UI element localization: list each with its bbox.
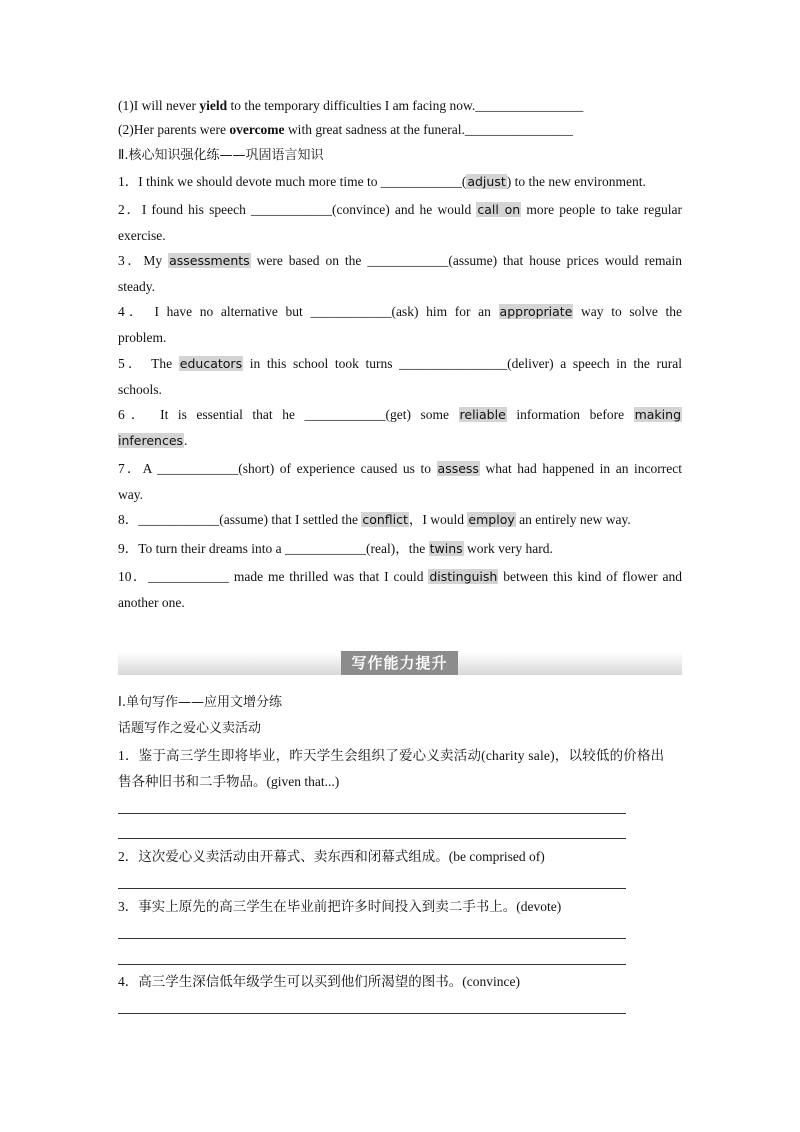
highlight-twins: twins	[429, 541, 463, 556]
phrase-2-rest: with great sadness at the funeral.________________	[284, 122, 573, 137]
highlight-reliable: reliable	[459, 407, 506, 422]
highlight-assessments: assessments	[169, 253, 250, 268]
question-4-cont: problem.	[118, 330, 167, 345]
section-2-heading: Ⅱ.核心知识强化练——巩固语言知识	[118, 148, 324, 163]
phrase-1-rest: to the temporary difficulties I am facing now.________________	[227, 98, 584, 113]
answer-line[interactable]	[118, 964, 626, 965]
q1-rest: ) to the new environment.	[506, 174, 646, 189]
q4-text: 4． I have no alternative but ____________(ask) him for an	[118, 304, 499, 319]
q4-rest: way to solve the	[573, 304, 682, 319]
q9-rest: work very hard.	[463, 541, 553, 556]
question-2-cont: exercise.	[118, 228, 166, 243]
answer-line[interactable]	[118, 838, 626, 839]
question-4	[118, 303, 682, 321]
question-3-cont: steady.	[118, 279, 155, 294]
question-5-cont: schools.	[118, 382, 162, 397]
q6-rest: information before	[506, 407, 634, 422]
q9-text: 9．To turn their dreams into a ____________(real)，the	[118, 541, 429, 556]
q7-text: 7．A ____________(short) of experience caused us to	[118, 461, 437, 476]
keyword-yield: yield	[199, 98, 228, 113]
highlight-educators: educators	[179, 356, 243, 371]
q1-text: 1．I think we should devote much more time to ____________(	[118, 174, 467, 189]
phrase-1-text: (1)I will never	[118, 98, 200, 113]
highlight-making: making	[634, 407, 681, 422]
q7-rest: what had happened in an incorrect	[479, 461, 683, 476]
q2-rest: more people to take regular	[521, 202, 683, 217]
writing-3: 3．事实上原先的高三学生在毕业前把许多时间投入到卖二手书上。(devote)	[118, 899, 562, 914]
question-10-cont: another one.	[118, 595, 185, 610]
writing-topic: 话题写作之爱心义卖活动	[118, 721, 262, 736]
q6-text: 6． It is essential that he ____________(get) some	[118, 407, 459, 422]
question-10	[118, 568, 682, 586]
highlight-adjust: adjust	[467, 174, 506, 189]
q3-rest: were based on the ____________(assume) that house prices would remain	[250, 253, 682, 268]
answer-line[interactable]	[118, 938, 626, 939]
question-5	[118, 355, 682, 373]
highlight-inferences: inferences	[118, 433, 184, 448]
highlight-assess: assess	[437, 461, 479, 476]
writing-2: 2．这次爱心义卖活动由开幕式、卖东西和闭幕式组成。(be comprised of)	[118, 849, 545, 864]
q3-text: 3．My	[118, 253, 169, 268]
phrase-2-text: (2)Her parents were	[118, 122, 230, 137]
answer-line[interactable]	[118, 888, 626, 889]
question-9	[118, 540, 553, 558]
question-3	[118, 252, 682, 270]
q10-text: 10．____________ made me thrilled was that I could	[118, 569, 429, 584]
writing-heading: Ⅰ.单句写作——应用文增分练	[118, 695, 282, 710]
question-6	[118, 406, 682, 424]
question-8	[118, 511, 631, 529]
q8-rest: an entirely new way.	[515, 512, 631, 527]
answer-line[interactable]	[118, 813, 626, 814]
q10-rest: between this kind of flower and	[498, 569, 682, 584]
highlight-distinguish: distinguish	[429, 569, 498, 584]
question-7	[118, 460, 682, 478]
writing-1-line-1: 1．鉴于高三学生即将毕业，昨天学生会组织了爱心义卖活动(charity sale)，以较低的价格出	[118, 748, 665, 763]
q8-text: 8．____________(assume) that I settled the	[118, 512, 362, 527]
question-2	[118, 201, 682, 219]
highlight-appropriate: appropriate	[499, 304, 573, 319]
highlight-call-on: call on	[477, 202, 521, 217]
q5-rest: in this school took turns ________________(deliver) a speech in the rural	[243, 356, 682, 371]
banner-title: 写作能力提升	[341, 651, 458, 675]
q6-end: .	[184, 433, 188, 448]
phrase-2	[118, 121, 573, 139]
writing-4: 4．高三学生深信低年级学生可以买到他们所渴望的图书。(convince)	[118, 974, 520, 989]
question-7-cont: way.	[118, 487, 143, 502]
highlight-employ: employ	[468, 512, 515, 527]
q5-text: 5． The	[118, 356, 179, 371]
phrase-1	[118, 97, 583, 115]
keyword-overcome: overcome	[229, 122, 285, 137]
answer-line[interactable]	[118, 1013, 626, 1014]
writing-1-line-2: 售各种旧书和二手物品。(given that...)	[118, 774, 340, 789]
q8-mid: ，I would	[408, 512, 468, 527]
question-1	[118, 173, 646, 191]
question-6-cont	[118, 432, 187, 450]
q2-text: 2．I found his speech ____________(convince) and he would	[118, 202, 477, 217]
highlight-conflict: conflict	[362, 512, 408, 527]
